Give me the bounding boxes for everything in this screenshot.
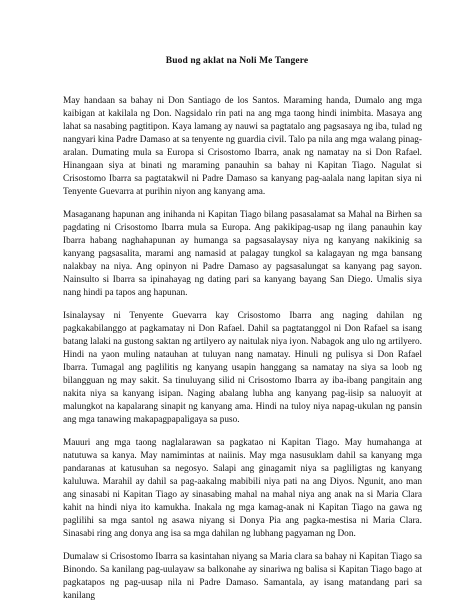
paragraph: Isinalaysay ni Tenyente Guevarra kay Crisostomo Ibarra ang naging dahilan ng pagkakabilanggo at pagkamatay ni Don Rafael. Dahil sa pagtatanggol ni Don Rafael sa isang batang lalaki na gustong saktan ng artilyero ay naitulak niya iyon. Nabagok ang ulo ng artilyero. Hindi na yaon muling natauhan at tuluyan nang namatay. Hinuli ng pulisya si Don Rafael Ibarra. Tumagal ang paglilitis ng kanyang usapin hanggang sa namatay na siya sa loob ng bilangguan ng may sakit. Sa tinuluyang silid ni Crisostomo Ibarra ay iba-ibang pangitain ang nakita niya sa kanyang isipan. Naging abalang lubha ang kanyang pag-iisip sa naluoyit at malungkot na kapalarang sinapit ng kanyang ama. Hindi na tuloy niya napag-ukulan ng pansin ang mga tanawing makapagpapaligaya sa puso. [63,311,422,425]
paragraph: May handaan sa bahay ni Don Santiago de los Santos. Maraming handa, Dumalo ang mga kaibigan at kakilala ng Don. Nagsidalo rin pati na ang mga taong hindi inimbita. Masaya ang lahat sa nasabing pagtitipon. Kaya lamang ay nauwi sa pagtatalo ang pagsasaya ng iba, tulad ng nangyari kina Padre Damaso at sa tenyente ng guardia civil. Talo pa nila ang mga walang pinag-aralan. Dumating mula sa Europa si Crisostomo Ibarra, anak ng namatay na si Don Rafael. Hinangaan siya at binati ng maraming panauhin sa bahay ni Kapitan Tiago. Nagulat si Crisostomo Ibarra sa pagtatakwil ni Padre Damaso sa kanyang pag-aalala nang lapitan siya ni Tenyente Guevarra at purihin niyon ang kanyang ama. [63,96,422,197]
document-body [63,95,422,613]
paragraph: Masaganang hapunan ang inihanda ni Kapitan Tiago bilang pasasalamat sa Mahal na Birhen sa pagdating ni Crisostomo Ibarra mula sa Europa. Ang pakikipag-usap ng ilang panauhin kay Ibarra habang naghahapunan ay humanga sa pagsasalaysay niya ng kanyang nakikinig sa kanyang pagsasalita, marami ang namasid at palagay tungkol sa kalagayan ng mga bansang nalakbay na niya. Ang opinyon ni Padre Damaso ay pagsasalungat sa kanyang pag sayon. Nainsulto si Ibarra sa ipinahayag ng dating pari sa kanyang bayang San Diego. Umalis siya nang hindi pa tapos ang hapunan. [63,210,422,298]
document-title: Buod ng aklat na Noli Me Tangere [165,56,309,66]
paragraph: Dumalaw si Crisostomo Ibarra sa kasintahan niyang sa Maria clara sa bahay ni Kapitan Tiago sa Binondo. Sa kanilang pag-uulayaw sa balkonahe ay sinariwa ng balisa si Kapitan Tiago bago at pagkatapos ng pag-uusap nila ni Padre Damaso. Samantala, ay isang matandang pari sa kanilang [63,552,422,601]
paragraph: Mauuri ang mga taong naglalarawan sa pagkatao ni Kapitan Tiago. May humahanga at natutuwa sa kanya. May namimintas at naiinis. May mga nasusuklam dahil sa kanyang mga pandaranas at katusuhan sa negosyo. Salapi ang ginagamit niya sa pagliligtas ng kanyang kaluluwa. Marahil ay dahil sa pag-aakalng mabibili niya pati na ang Diyos. Ngunit, ano man ang sinasabi ni Kapitan Tiago ay sinasabing mahal na mahal niya ang anak na si Maria Clara kahit na hindi niya ito kamukha. Inakala ng mga kamag-anak ni Kapitan Tiago na gawa ng paglilihi sa mga santol ng asawa niyang si Donya Pia ang pagka-mestisa ni Maria Clara. Sinasabi ring ang donya ang isa sa mga dahilan ng lubhang pagyaman ng Don. [63,438,422,539]
